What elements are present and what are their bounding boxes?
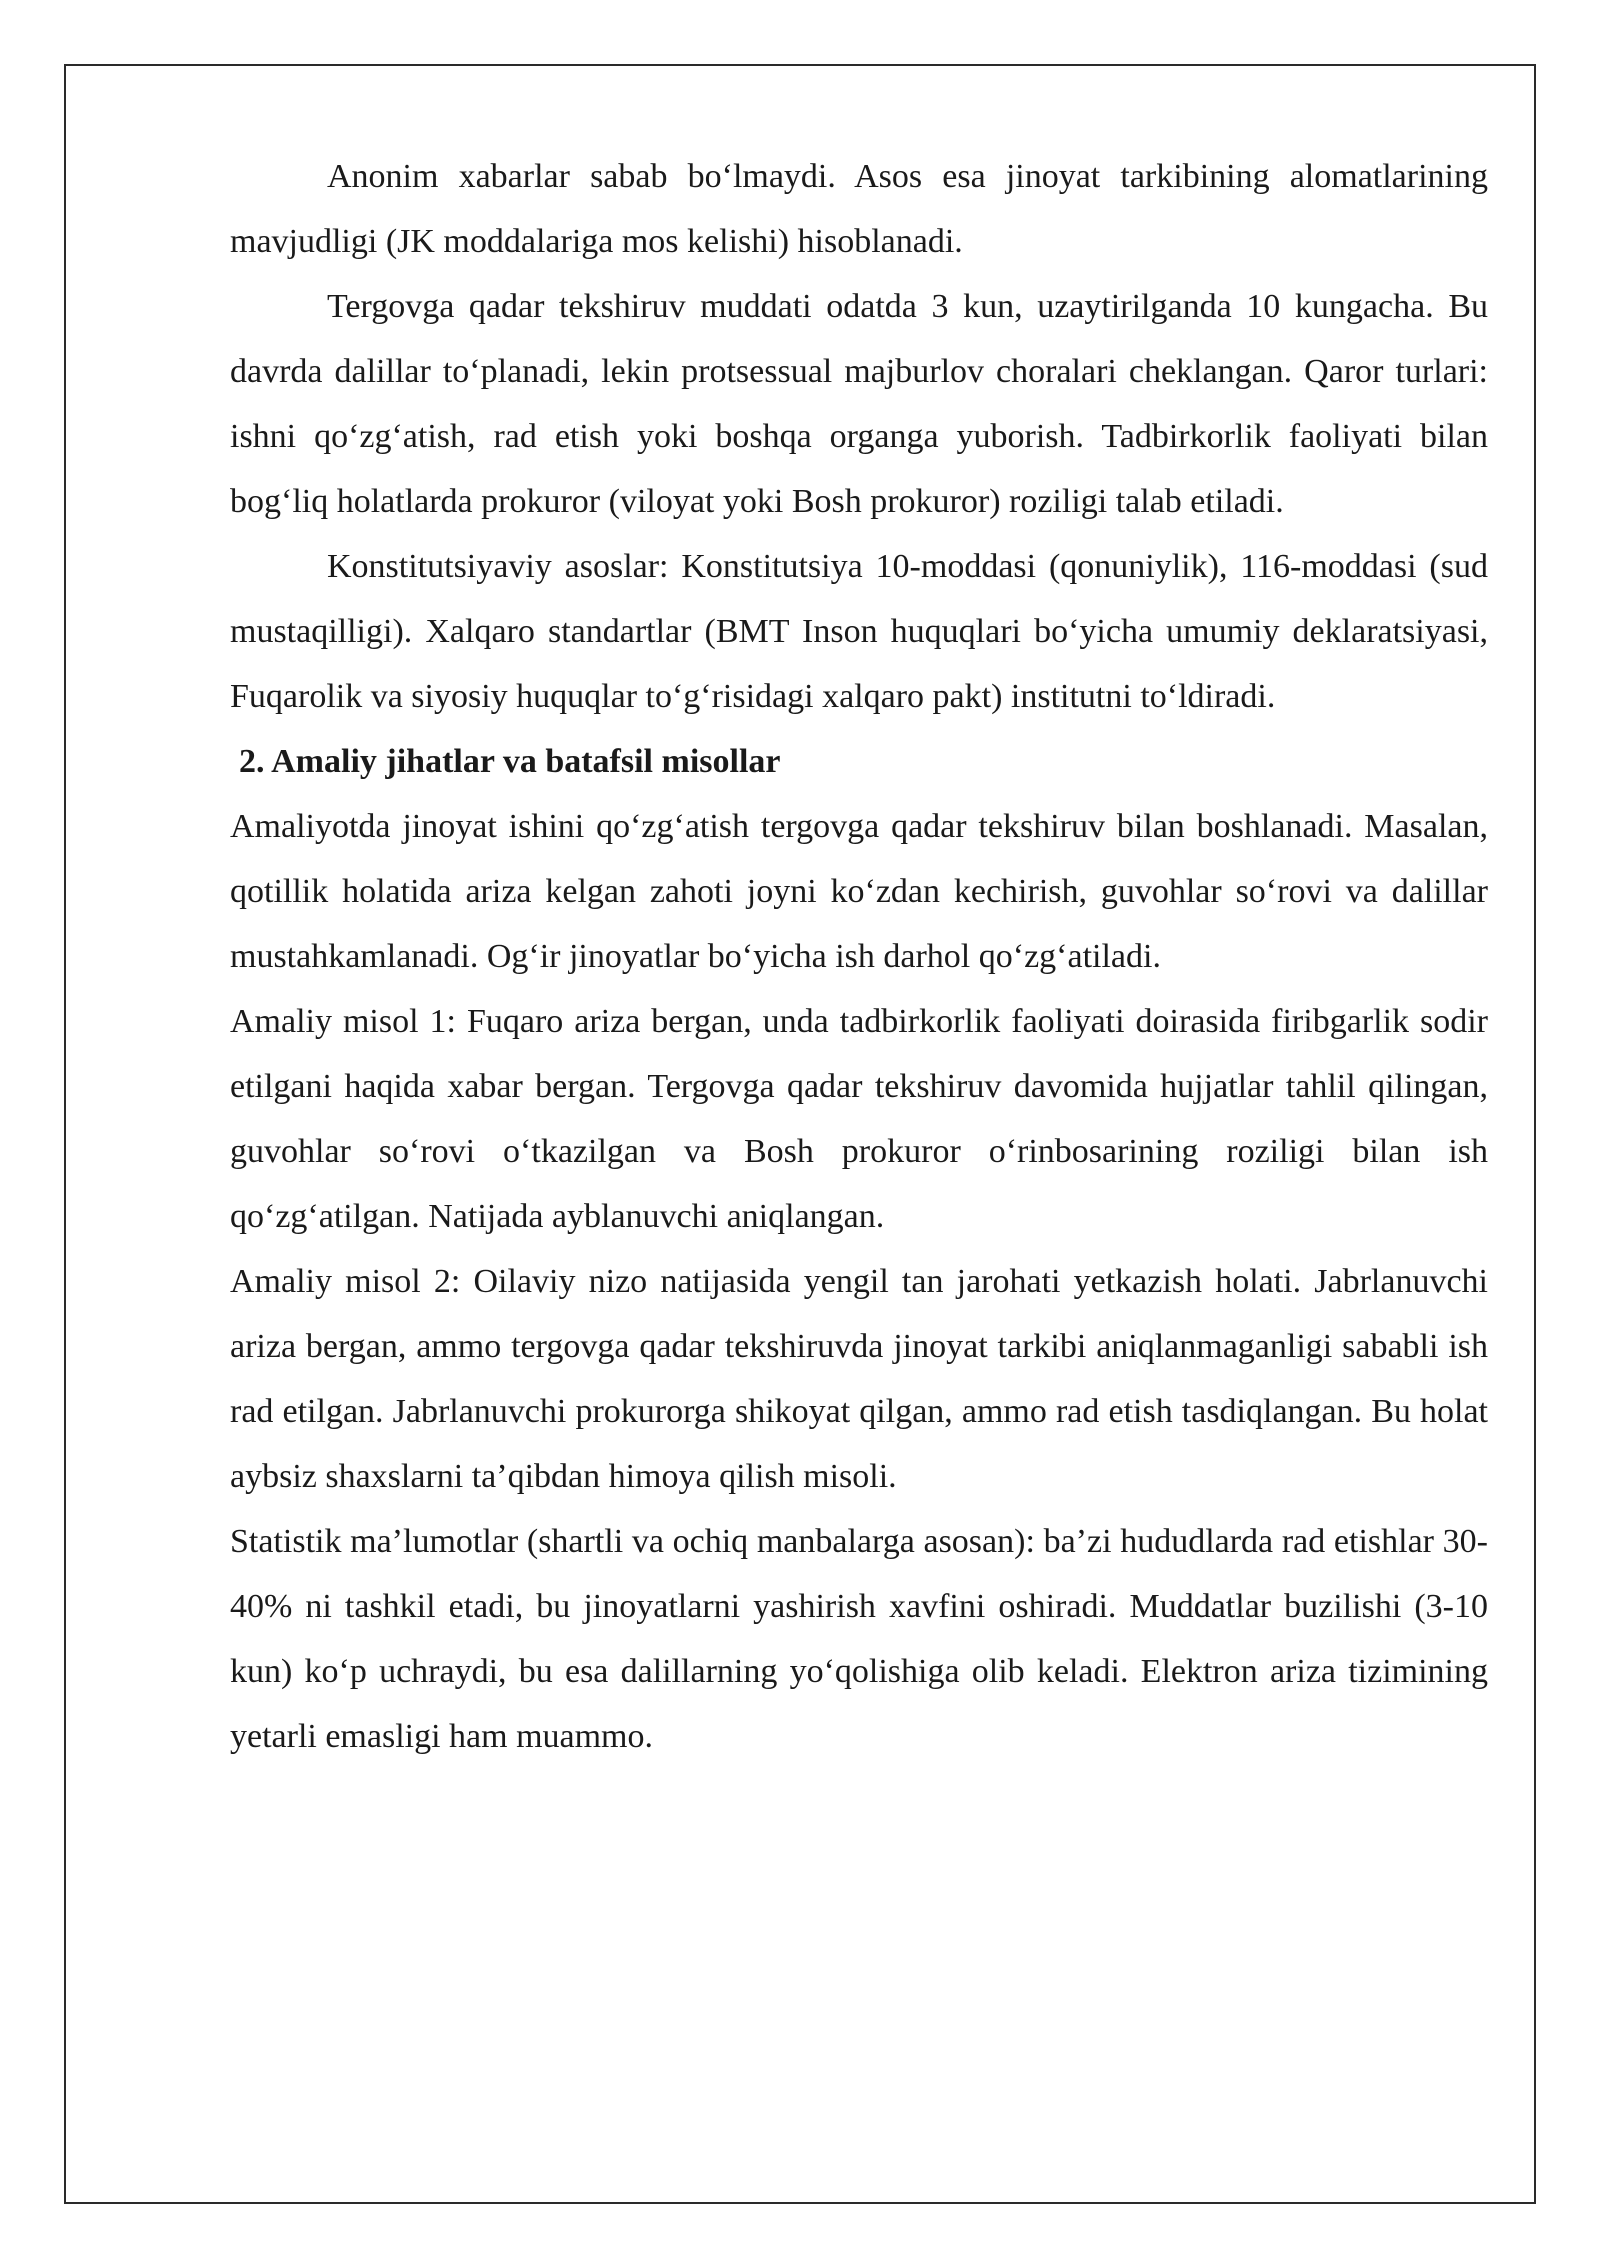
paragraph-anonymous-reports: Anonim xabarlar sabab bo‘lmaydi. Asos esa jinoyat tarkibining alomatlarining mavjudligi (JK moddalariga mos kelishi) hisoblanadi. bbox=[230, 158, 1488, 260]
paragraph-statistics: Statistik ma’lumotlar (shartli va ochiq manbalarga asosan): ba’zi hududlarda rad etishlar 30-40% ni tashkil etadi, bu jinoyatlarni yashirish xavfini oshiradi. Muddatlar buzilishi (3-10 kun) ko‘p uchraydi, bu esa dalillarning yo‘qolishiga olib keladi. Elektron ariza tizimining yetarli emasligi ham muammo. bbox=[230, 1523, 1488, 1755]
paragraph-practice-intro: Amaliyotda jinoyat ishini qo‘zg‘atish tergovga qadar tekshiruv bilan boshlanadi. Masalan, qotillik holatida ariza kelgan zahoti joyni ko‘zdan kechirish, guvohlar so‘rovi va dalillar mustahkamlanadi. Og‘ir jinoyatlar bo‘yicha ish darhol qo‘zg‘atiladi. bbox=[230, 808, 1488, 975]
paragraph-preliminary-check-terms: Tergovga qadar tekshiruv muddati odatda 3 kun, uzaytirilganda 10 kungacha. Bu davrda dalillar to‘planadi, lekin protsessual majburlov choralari cheklangan. Qaror turlari: ishni qo‘zg‘atish, rad etish yoki boshqa organga yuborish. Tadbirkorlik faoliyati bilan bog‘liq holatlarda prokuror (viloyat yoki Bosh prokuror) roziligi talab etiladi. bbox=[230, 288, 1488, 520]
paragraph-example-2: Amaliy misol 2: Oilaviy nizo natijasida yengil tan jarohati yetkazish holati. Jabrlanuvchi ariza bergan, ammo tergovga qadar tekshiruvda jinoyat tarkibi aniqlanmaganligi sababli ish rad etilgan. Jabrlanuvchi prokurorga shikoyat qilgan, ammo rad etish tasdiqlangan. Bu holat aybsiz shaxslarni ta’qibdan himoya qilish misoli. bbox=[230, 1263, 1488, 1495]
document-body bbox=[230, 144, 1488, 1769]
paragraph-example-1: Amaliy misol 1: Fuqaro ariza bergan, unda tadbirkorlik faoliyati doirasida firibgarlik sodir etilgani haqida xabar bergan. Tergovga qadar tekshiruv davomida hujjatlar tahlil qilingan, guvohlar so‘rovi o‘tkazilgan va Bosh prokuror o‘rinbosarining roziligi bilan ish qo‘zg‘atilgan. Natijada ayblanuvchi aniqlangan. bbox=[230, 1003, 1488, 1235]
section-heading: 2. Amaliy jihatlar va batafsil misollar bbox=[239, 743, 781, 780]
paragraph-constitutional-basis: Konstitutsiyaviy asoslar: Konstitutsiya 10-moddasi (qonuniylik), 116-moddasi (sud mustaqilligi). Xalqaro standartlar (BMT Inson huquqlari bo‘yicha umumiy deklaratsiyasi, Fuqarolik va siyosiy huquqlar to‘g‘risidagi xalqaro pakt) institutni to‘ldiradi. bbox=[230, 548, 1488, 715]
